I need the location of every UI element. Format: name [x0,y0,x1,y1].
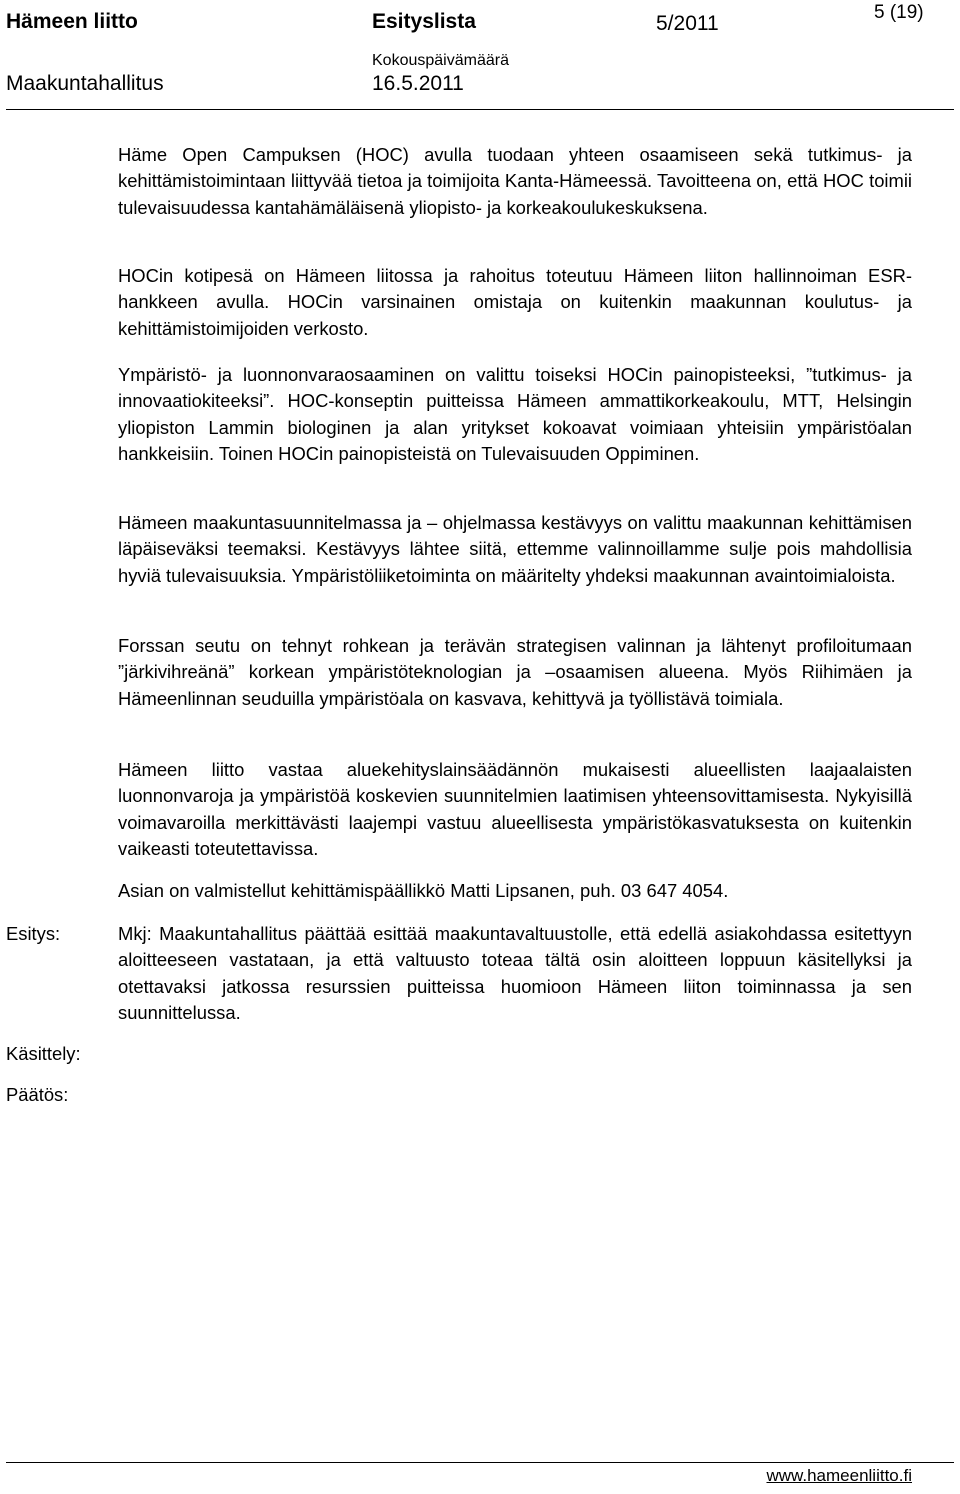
proposal-text: Mkj: Maakuntahallitus päättää esittää maakuntavaltuustolle, että edellä asiakohdassa esitettyyn aloitteeseen vastataan, ja että valtuusto toteaa tältä osin aloitteen loppuun käsitellyksi ja otettavaksi jatkossa resurssien puitteissa huomioon Hämeen liiton toiminnassa ja sen suunnittelussa. [118,923,912,1023]
paragraph-prepared-by: Asian on valmistellut kehittämispäällikkö Matti Lipsanen, puh. 03 647 4054. [118,880,729,901]
paragraph-forssa: Forssan seutu on tehnyt rohkean ja terävän strategisen valinnan ja lähtenyt profiloitumaan ”järkivihreänä” korkean ympäristöteknologian ja –osaamisen alueena. Myös Riihimäen ja Hämeenlinnan seuduilla ympäristöala on kasvava, kehittyvä ja työllistävä toimiala. [118,635,912,709]
website-link[interactable]: www.hameenliitto.fi [766,1466,912,1485]
paragraph-hoc-intro: Häme Open Campuksen (HOC) avulla tuodaan yhteen osaamiseen sekä tutkimus- ja kehittämistoimintaan liittyvää tietoa ja toimijoita Kanta-Hämeessä. Tavoitteena on, että HOC toimii tulevaisuudessa kantahämäläisenä yliopisto- ja korkeakoulukeskuksena. [118,144,912,218]
document-type: Esityslista [372,10,476,33]
paragraph-environment-focus: Ympäristö- ja luonnonvaraosaaminen on valittu toiseksi HOCin painopisteeksi, ”tutkimus- ja innovaatiokiteeksi”. HOC-konseptin puitteissa Hämeen ammattikorkeakoulu, MTT, Helsingin yliopiston Lammin biologinen ja alan yritykset kokoavat voimiaan yhteisiin ympäristöalan hankkeisiin. Toinen HOCin painopisteistä on Tulevaisuuden Oppiminen. [118,364,912,464]
org-name: Hämeen liitto [6,10,138,33]
handling-label: Käsittely: [6,1043,81,1064]
header-divider [6,109,954,110]
page-number: 5 (19) [874,2,924,23]
paragraph-hoc-funding: HOCin kotipesä on Hämeen liitossa ja rahoitus toteutuu Hämeen liiton hallinnoiman ESR-hankkeen avulla. HOCin varsinainen omistaja on kuitenkin maakunnan koulutus- ja kehittämistoimijoiden verkosto. [118,265,912,339]
governing-body: Maakuntahallitus [6,72,164,95]
footer-divider [6,1462,954,1463]
document-number: 5/2011 [656,12,719,35]
decision-label: Päätös: [6,1084,69,1105]
paragraph-sustainability: Hämeen maakuntasuunnitelmassa ja – ohjelmassa kestävyys on valittu maakunnan kehittämisen läpäiseväksi teemaksi. Kestävyys lähtee siitä, ettemme valinnoillamme sulje pois mahdollisia hyviä tulevaisuuksia. Ympäristöliiketoiminta on määritelty yhdeksi maakunnan avaintoimialoista. [118,512,912,586]
paragraph-responsibility: Hämeen liitto vastaa aluekehityslainsäädännön mukaisesti alueellisten laajaalaisten luonnonvaroja ja ympäristöä koskevien suunnitelmien laatimisen yhteensovittamisesta. Nykyisillä voimavaroilla merkittävästi laajempi vastuu alueellisesta ympäristökasvatuksesta on kuitenkin vaikeasti toteutettavissa. [118,759,912,859]
meeting-date: 16.5.2011 [372,72,464,95]
proposal-label: Esitys: [6,923,61,944]
meeting-date-label: Kokouspäivämäärä [372,52,509,69]
